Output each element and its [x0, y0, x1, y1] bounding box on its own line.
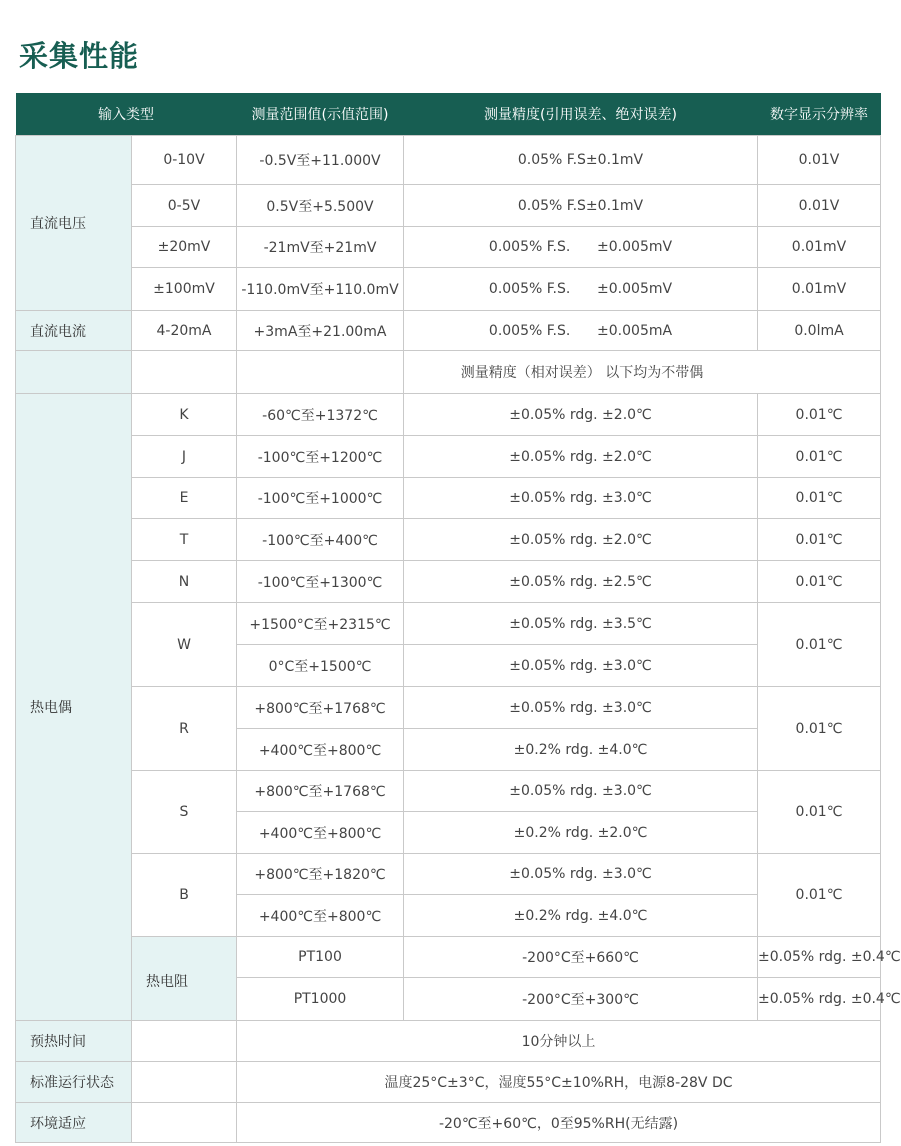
cell-accuracy: 0.005% F.S. ±0.005mV: [404, 268, 758, 311]
cell-type: W: [132, 603, 237, 687]
cell-accuracy: ±0.05% rdg. ±0.4℃: [758, 937, 881, 978]
cell-accuracy: 0.05% F.S±0.1mV: [404, 136, 758, 185]
cell-range: +800℃至+1768℃: [237, 687, 404, 729]
cell-accuracy: 0.005% F.S. ±0.005mV: [404, 227, 758, 268]
cell-type: 0-10V: [132, 136, 237, 185]
cell-resolution: 0.01V: [758, 185, 881, 227]
category-environment: 环境适应: [16, 1103, 132, 1143]
cell-range: -21mV至+21mV: [237, 227, 404, 268]
table-row: [16, 185, 881, 227]
cell-accuracy: ±0.05% rdg. ±3.0℃: [404, 478, 758, 519]
cell-range: -200°C至+300℃: [404, 978, 758, 1021]
header-resolution: 数字显示分辨率: [758, 93, 881, 136]
cell-accuracy: ±0.2% rdg. ±4.0℃: [404, 729, 758, 771]
cell-accuracy: 0.05% F.S±0.1mV: [404, 185, 758, 227]
cell-resolution: 0.01℃: [758, 771, 881, 854]
cell-type: B: [132, 854, 237, 937]
cell-type: 0-5V: [132, 185, 237, 227]
table-row: [16, 268, 881, 311]
cell-type: N: [132, 561, 237, 603]
cell-accuracy: ±0.05% rdg. ±3.0℃: [404, 645, 758, 687]
cell-range: -100℃至+1000℃: [237, 478, 404, 519]
header-accuracy: 测量精度(引用误差、绝对误差): [404, 93, 758, 136]
cell-type: R: [132, 687, 237, 771]
cell-resolution: 0.0lmA: [758, 311, 881, 351]
table-row: [16, 351, 881, 394]
cell-range: +3mA至+21.00mA: [237, 311, 404, 351]
cell-resolution: 0.01℃: [758, 561, 881, 603]
cell-range: +1500°C至+2315℃: [237, 603, 404, 645]
cell-accuracy: ±0.2% rdg. ±2.0℃: [404, 812, 758, 854]
cell-accuracy: ±0.05% rdg. ±2.0℃: [404, 436, 758, 478]
cell-range: 0°C至+1500℃: [237, 645, 404, 687]
cell-range: -0.5V至+11.000V: [237, 136, 404, 185]
cell-accuracy: ±0.05% rdg. ±2.0℃: [404, 519, 758, 561]
cell-type: 4-20mA: [132, 311, 237, 351]
page-title: 采集性能: [19, 39, 140, 73]
header-range: 测量范围值(示值范围): [237, 93, 404, 136]
cell-accuracy: ±0.05% rdg. ±0.4℃: [758, 978, 881, 1021]
standard-value: 温度25°C±3°C，湿度55°C±10%RH，电源8-28V DC: [237, 1062, 881, 1103]
category-thermocouple: 热电偶: [16, 394, 132, 1021]
cell-resolution: 0.01mV: [758, 268, 881, 311]
category-standard: 标准运行状态: [16, 1062, 132, 1103]
cell-resolution: 0.01℃: [758, 687, 881, 771]
cell-resolution: 0.01℃: [758, 519, 881, 561]
table-row: [16, 478, 881, 519]
cell-range: -100℃至+400℃: [237, 519, 404, 561]
table-row: [16, 937, 881, 978]
cell-range: -200°C至+660℃: [404, 937, 758, 978]
cell-accuracy: 0.005% F.S. ±0.005mA: [404, 311, 758, 351]
category-rtd: 热电阻: [132, 937, 237, 1021]
cell-type: ±100mV: [132, 268, 237, 311]
cell-empty: [132, 1021, 237, 1062]
cell-accuracy: ±0.05% rdg. ±2.0℃: [404, 394, 758, 436]
category-empty: [16, 351, 132, 394]
cell-type: PT1000: [237, 978, 404, 1021]
cell-accuracy: ±0.05% rdg. ±3.5℃: [404, 603, 758, 645]
table-row: [16, 1103, 881, 1143]
cell-resolution: 0.01mV: [758, 227, 881, 268]
cell-type: J: [132, 436, 237, 478]
cell-empty: [132, 1103, 237, 1143]
cell-type: S: [132, 771, 237, 854]
cell-empty: [132, 351, 237, 394]
cell-empty: [132, 1062, 237, 1103]
cell-resolution: 0.01℃: [758, 478, 881, 519]
category-dc-voltage: 直流电压: [16, 136, 132, 311]
cell-accuracy: ±0.05% rdg. ±2.5℃: [404, 561, 758, 603]
cell-resolution: 0.01℃: [758, 436, 881, 478]
environment-value: -20℃至+60℃，0至95%RH(无结露): [237, 1103, 881, 1143]
cell-range: -110.0mV至+110.0mV: [237, 268, 404, 311]
cell-accuracy: ±0.05% rdg. ±3.0℃: [404, 854, 758, 895]
cell-range: -100℃至+1300℃: [237, 561, 404, 603]
table-row: [16, 519, 881, 561]
table-row: [16, 227, 881, 268]
cell-range: -100℃至+1200℃: [237, 436, 404, 478]
cell-accuracy: ±0.05% rdg. ±3.0℃: [404, 687, 758, 729]
category-dc-current: 直流电流: [16, 311, 132, 351]
warmup-value: 10分钟以上: [237, 1021, 881, 1062]
cell-type: T: [132, 519, 237, 561]
table-row: [16, 136, 881, 185]
cell-resolution: 0.01℃: [758, 603, 881, 687]
table-row: [16, 687, 881, 729]
table-header-row: [16, 93, 881, 136]
spec-table: [15, 93, 901, 1143]
table-row: [16, 436, 881, 478]
table-row: [16, 561, 881, 603]
cell-range: +800℃至+1820℃: [237, 854, 404, 895]
table-row: [16, 394, 881, 436]
cell-type: PT100: [237, 937, 404, 978]
table-row: [16, 771, 881, 812]
cell-accuracy: ±0.2% rdg. ±4.0℃: [404, 895, 758, 937]
table-row: [16, 1062, 881, 1103]
table-row: [16, 854, 881, 895]
cell-resolution: 0.01V: [758, 136, 881, 185]
table-row: [16, 311, 881, 351]
cell-type: ±20mV: [132, 227, 237, 268]
cell-range: +400℃至+800℃: [237, 895, 404, 937]
header-input-type: 输入类型: [16, 93, 237, 136]
cell-type: K: [132, 394, 237, 436]
note-cell: 测量精度（相对误差） 以下均为不带偶: [404, 351, 881, 394]
cell-resolution: 0.01℃: [758, 854, 881, 937]
cell-range: +800℃至+1768℃: [237, 771, 404, 812]
table-row: [16, 1021, 881, 1062]
cell-resolution: 0.01℃: [758, 394, 881, 436]
cell-empty: [237, 351, 404, 394]
table-row: [16, 603, 881, 645]
cell-accuracy: ±0.05% rdg. ±3.0℃: [404, 771, 758, 812]
category-warmup: 预热时间: [16, 1021, 132, 1062]
cell-range: +400℃至+800℃: [237, 729, 404, 771]
cell-range: +400℃至+800℃: [237, 812, 404, 854]
cell-type: E: [132, 478, 237, 519]
cell-range: -60℃至+1372℃: [237, 394, 404, 436]
cell-range: 0.5V至+5.500V: [237, 185, 404, 227]
